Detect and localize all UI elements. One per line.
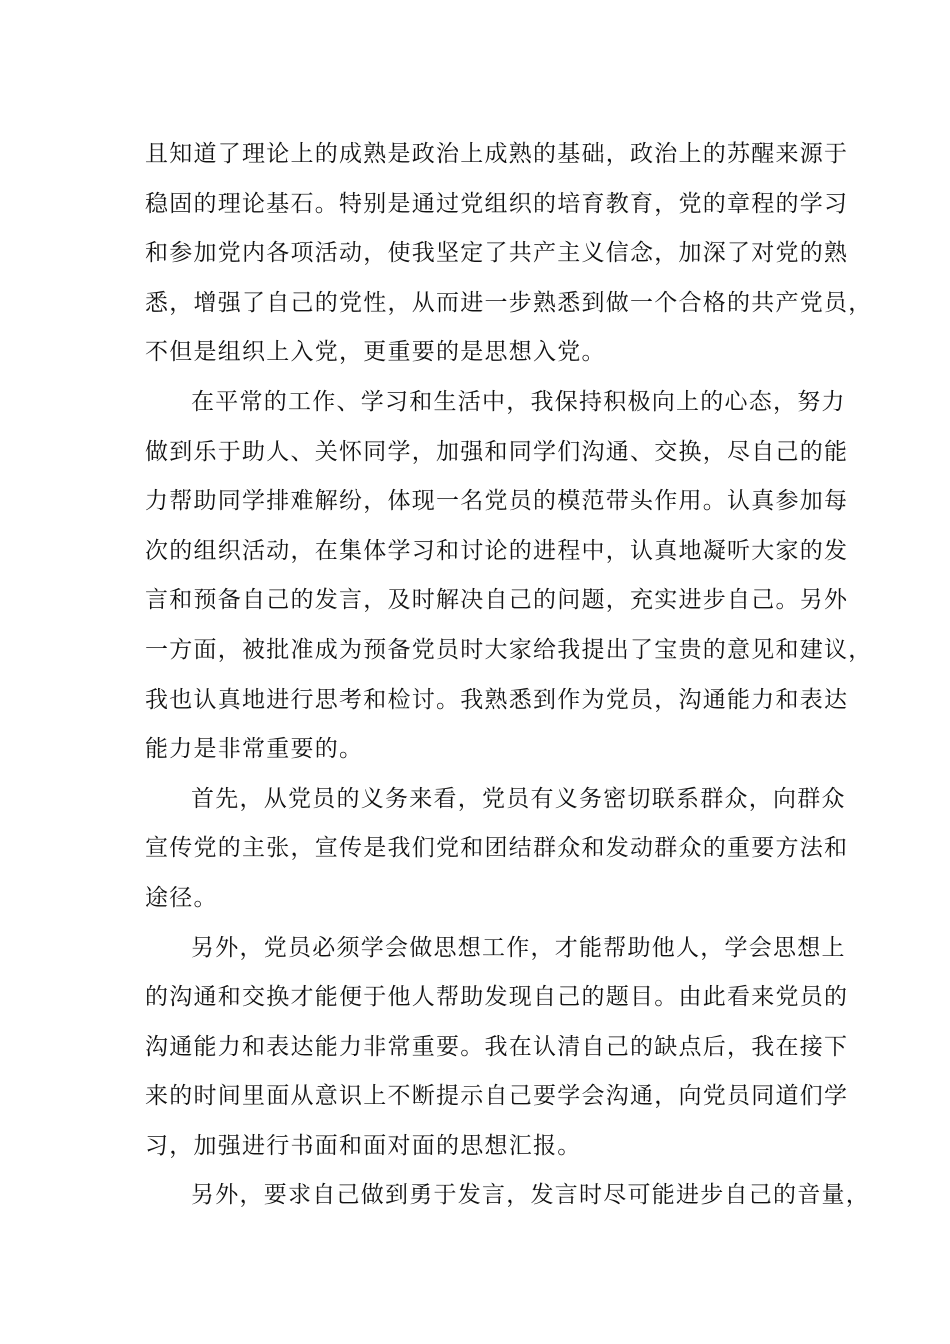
text-line: 和参加党内各项活动，使我坚定了共产主义信念，加深了对党的熟 <box>145 240 849 267</box>
text-line: 能力是非常重要的。 <box>145 736 364 763</box>
paragraph-start-line: 在平常的工作、学习和生活中，我保持积极向上的心态，努力 <box>191 388 846 415</box>
text-line: 途径。 <box>145 884 218 911</box>
paragraph-start-line: 首先，从党员的义务来看，党员有义务密切联系群众，向群众 <box>191 785 846 812</box>
text-line: 的沟通和交换才能便于他人帮助发现自己的题目。由此看来党员的 <box>145 984 849 1011</box>
text-line: 不但是组织上入党，更重要的是思想入党。 <box>145 339 606 366</box>
text-line: 力帮助同学排难解纷，体现一名党员的模范带头作用。认真参加每 <box>145 488 849 515</box>
text-line: 沟通能力和表达能力非常重要。我在认清自己的缺点后，我在接下 <box>145 1033 849 1060</box>
text-line: 且知道了理论上的成熟是政治上成熟的基础，政治上的苏醒来源于 <box>145 141 849 167</box>
text-line: 我也认真地进行思考和检讨。我熟悉到作为党员，沟通能力和表达 <box>145 686 849 713</box>
text-line: 宣传党的主张，宣传是我们党和团结群众和发动群众的重要方法和 <box>145 835 849 862</box>
text-line: 做到乐于助人、关怀同学，加强和同学们沟通、交换，尽自己的能 <box>145 438 849 465</box>
text-line: 言和预备自己的发言，及时解决自己的问题，充实进步自己。另外 <box>145 587 849 614</box>
text-line: 次的组织活动，在集体学习和讨论的进程中，认真地凝听大家的发 <box>145 537 849 564</box>
text-line: 稳固的理论基石。特别是通过党组织的培育教育，党的章程的学习 <box>145 190 849 217</box>
paragraph-start-line: 另外，党员必须学会做思想工作，才能帮助他人，学会思想上 <box>191 934 846 961</box>
text-line: 来的时间里面从意识上不断提示自己要学会沟通，向党员同道们学 <box>145 1083 849 1110</box>
text-line: 悉，增强了自己的党性，从而进一步熟悉到做一个合格的共产党员， <box>145 289 873 316</box>
text-line: 习，加强进行书面和面对面的思想汇报。 <box>145 1132 582 1159</box>
paragraph-start-line: 另外，要求自己做到勇于发言，发言时尽可能进步自己的音量， <box>191 1182 870 1209</box>
text-line: 一方面，被批准成为预备党员时大家给我提出了宝贵的意见和建议， <box>145 636 873 663</box>
body-text <box>145 130 873 1221</box>
